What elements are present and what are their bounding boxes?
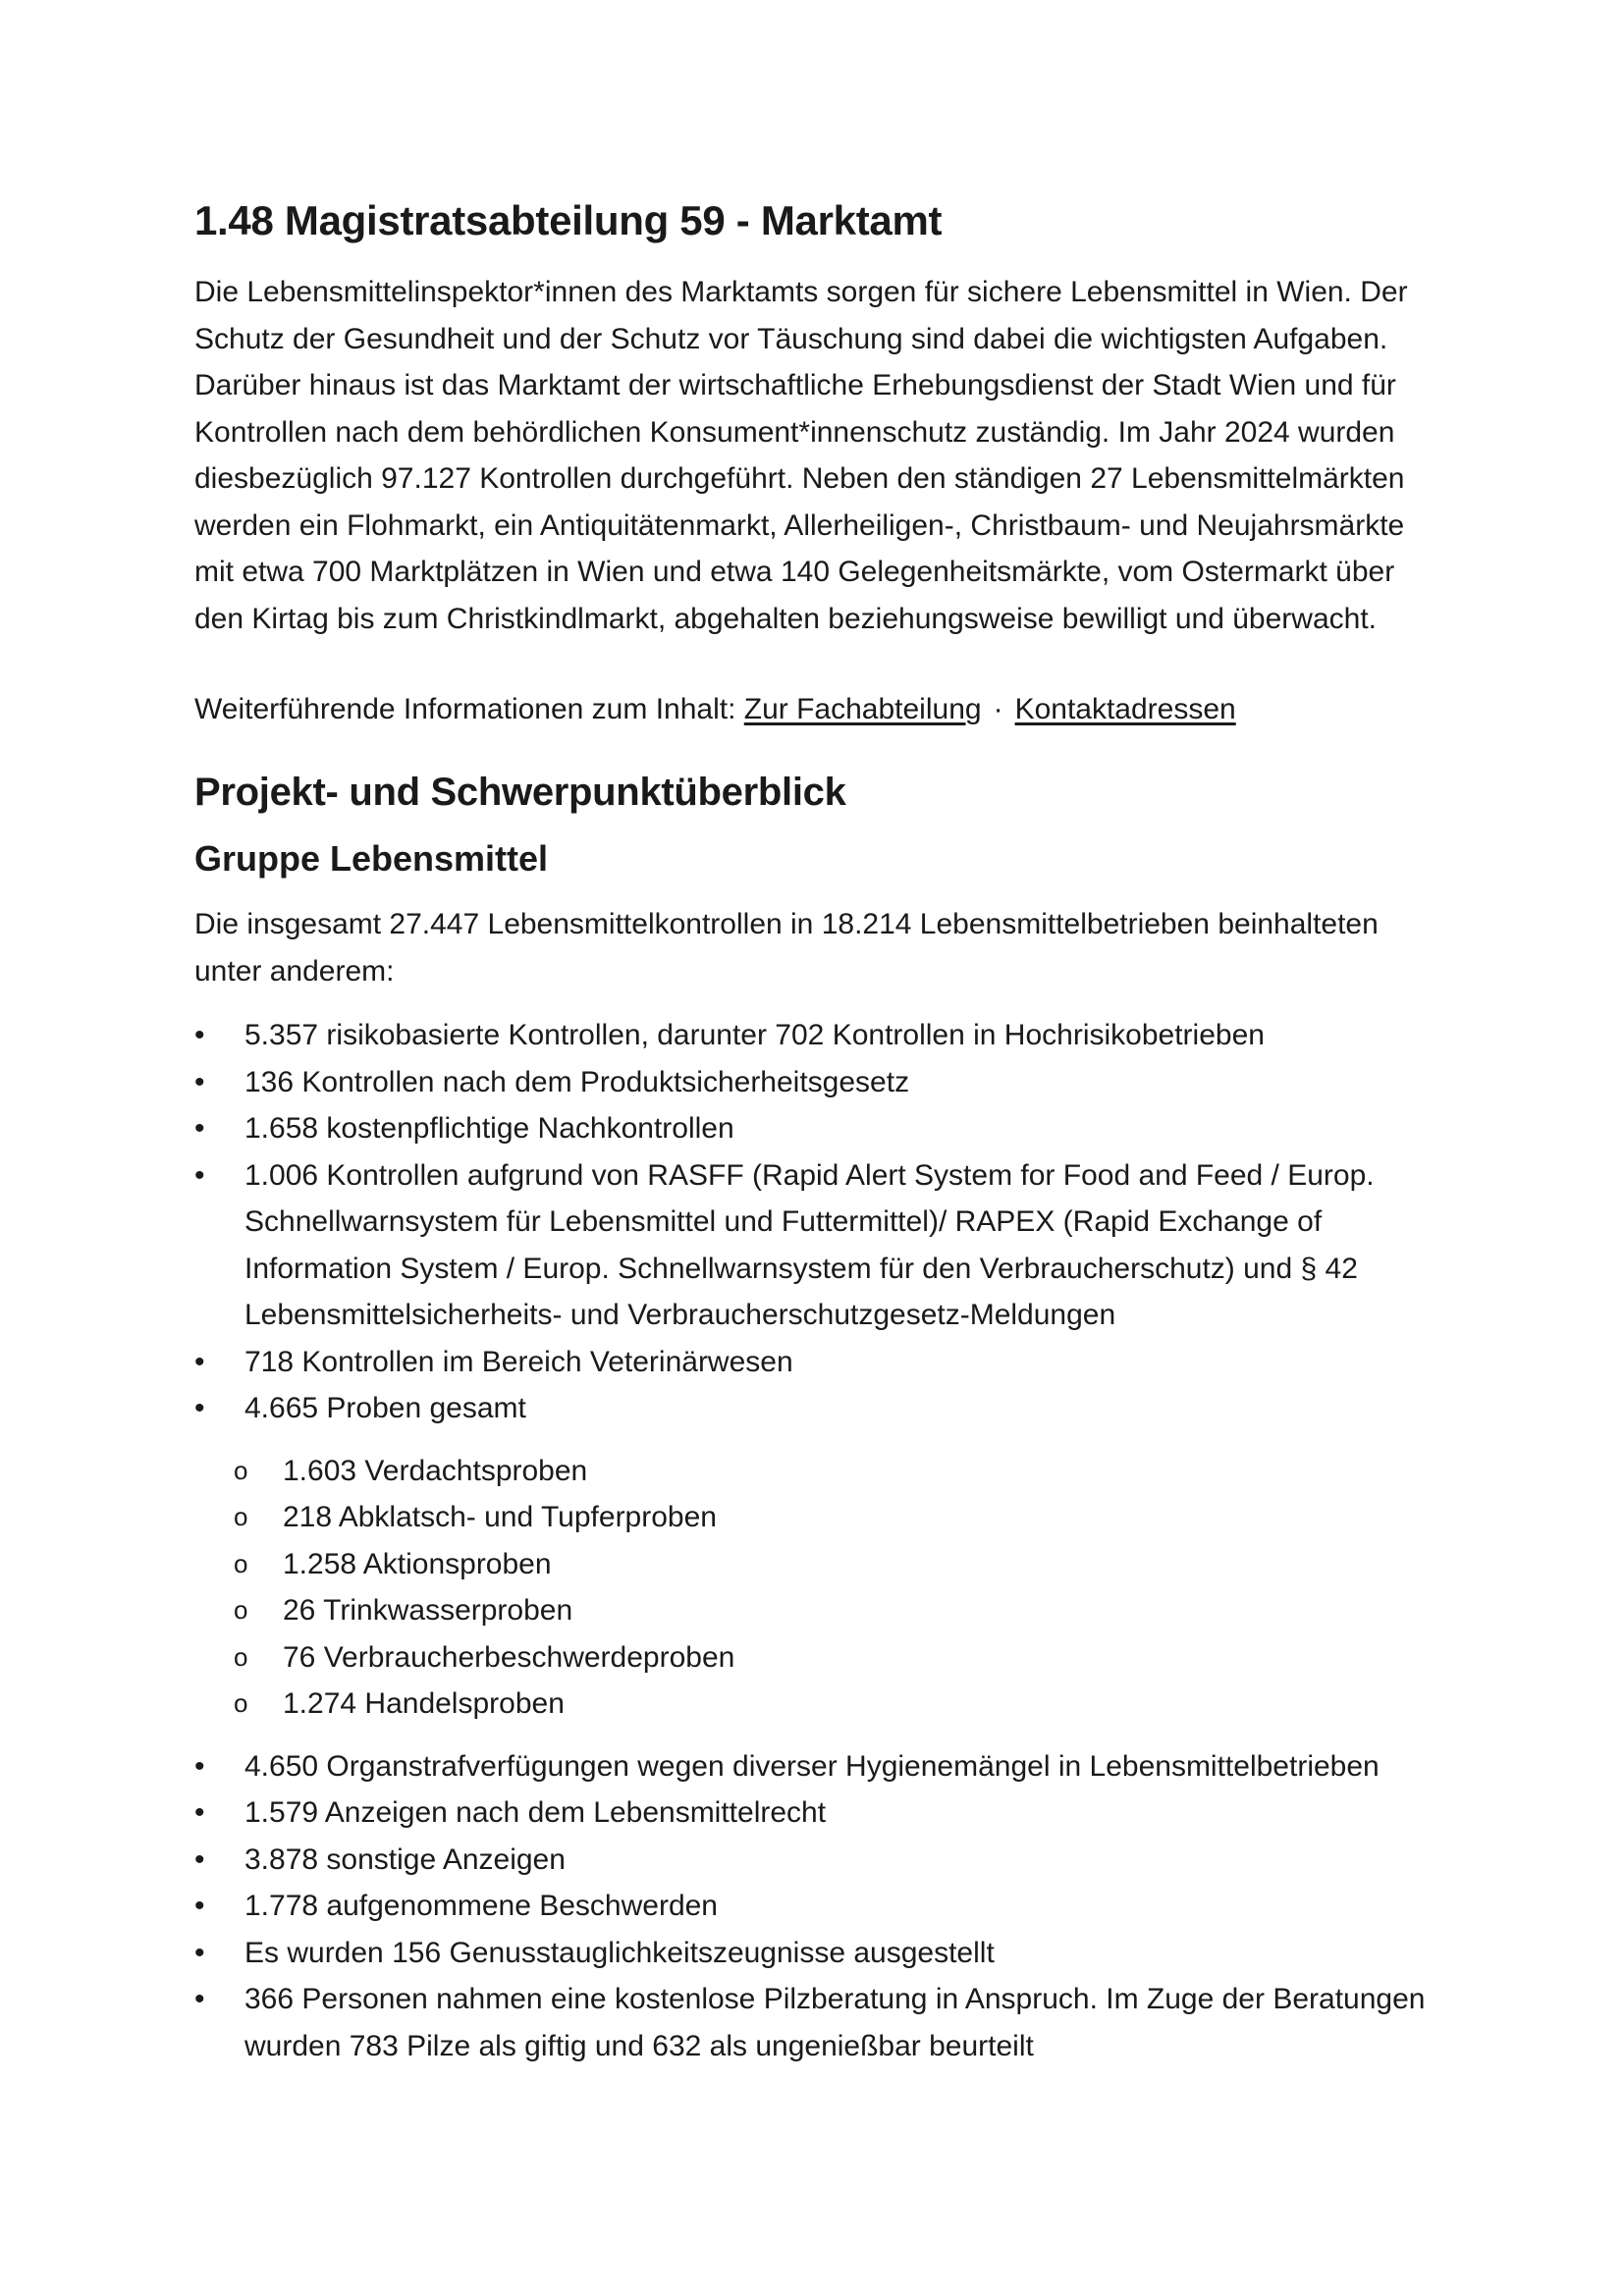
list-item: • 4.665 Proben gesamt	[194, 1385, 1437, 1432]
list-item: • 1.658 kostenpflichtige Nachkontrollen	[194, 1105, 1437, 1152]
list-item: • 4.650 Organstrafverfügungen wegen diverser Hygienemängel in Lebensmittelbetrieben	[194, 1743, 1437, 1790]
sub-list-item: o 1.274 Handelsproben	[234, 1681, 1437, 1728]
list-item: • 136 Kontrollen nach dem Produktsicherheitsgesetz	[194, 1059, 1437, 1106]
sub-list-item: o 218 Abklatsch- und Tupferproben	[234, 1494, 1437, 1541]
sub-list-item: o 1.603 Verdachtsproben	[234, 1448, 1437, 1495]
page-title: 1.48 Magistratsabteilung 59 - Marktamt	[194, 197, 943, 243]
group-title: Gruppe Lebensmittel	[194, 837, 549, 879]
list-item: • 5.357 risikobasierte Kontrollen, darunter 702 Kontrollen in Hochrisikobetrieben	[194, 1012, 1437, 1059]
link-separator: ·	[993, 693, 1003, 726]
list-item: • 1.579 Anzeigen nach dem Lebensmittelrecht	[194, 1789, 1437, 1837]
bullet-list-a	[194, 1012, 1437, 1432]
sub-list-item: o 26 Trinkwasserproben	[234, 1587, 1437, 1634]
list-item: • 1.778 aufgenommene Beschwerden	[194, 1883, 1437, 1930]
group-lead: Die insgesamt 27.447 Lebensmittelkontrollen in 18.214 Lebensmittelbetrieben beinhalteten unter anderem:	[194, 908, 1379, 988]
link-kontaktadressen[interactable]: Kontaktadressen	[1014, 693, 1236, 726]
list-item: • Es wurden 156 Genusstauglichkeitszeugnisse ausgestellt	[194, 1930, 1437, 1977]
list-item: • 3.878 sonstige Anzeigen	[194, 1837, 1437, 1884]
bullet-list-b	[194, 1743, 1437, 2070]
list-item: • 718 Kontrollen im Bereich Veterinärwesen	[194, 1339, 1437, 1386]
list-item: • 366 Personen nahmen eine kostenlose Pilzberatung in Anspruch. Im Zuge der Beratungen wurden 783 Pilze als giftig und 632 als ungenießbar beurteilt	[194, 1976, 1437, 2069]
sub-list-item: o 76 Verbraucherbeschwerdeproben	[234, 1634, 1437, 1682]
more-info-line	[194, 686, 1437, 733]
sub-bullet-list	[234, 1448, 1437, 1728]
more-info-label: Weiterführende Informationen zum Inhalt:	[194, 693, 736, 726]
list-item: • 1.006 Kontrollen aufgrund von RASFF (Rapid Alert System for Food and Feed / Europ. Schnellwarnsystem für Lebensmittel und Futtermittel)/ RAPEX (Rapid Exchange of Information System / Europ. Schnellwarnsystem für den Verbraucherschutz) und § 42 Lebensmittelsicherheits- und Verbraucherschutzgesetz-Meldungen	[194, 1152, 1437, 1339]
link-fachabteilung[interactable]: Zur Fachabteilung	[743, 693, 982, 726]
intro-paragraph: Die Lebensmittelinspektor*innen des Marktamts sorgen für sichere Lebensmittel in Wien. Der Schutz der Gesundheit und der Schutz vor Täuschung sind dabei die wichtigsten Aufgaben. Darüber hinaus ist das Marktamt der wirtschaftliche Erhebungsdienst der Stadt Wien und für Kontrollen nach dem behördlichen Konsument*innenschutz zuständig. Im Jahr 2024 wurden diesbezüglich 97.127 Kontrollen durchgeführt. Neben den ständigen 27 Lebensmittelmärkten werden ein Flohmarkt, ein Antiquitätenmarkt, Allerheiligen-, Christbaum- und Neujahrsmärkte mit etwa 700 Marktplätzen in Wien und etwa 140 Gelegenheitsmärkte, vom Ostermarkt über den Kirtag bis zum Christkindlmarkt, abgehalten beziehungsweise bewilligt und überwacht.	[194, 276, 1408, 635]
sub-list-item: o 1.258 Aktionsproben	[234, 1541, 1437, 1588]
section-title: Projekt- und Schwerpunktüberblick	[194, 770, 846, 814]
